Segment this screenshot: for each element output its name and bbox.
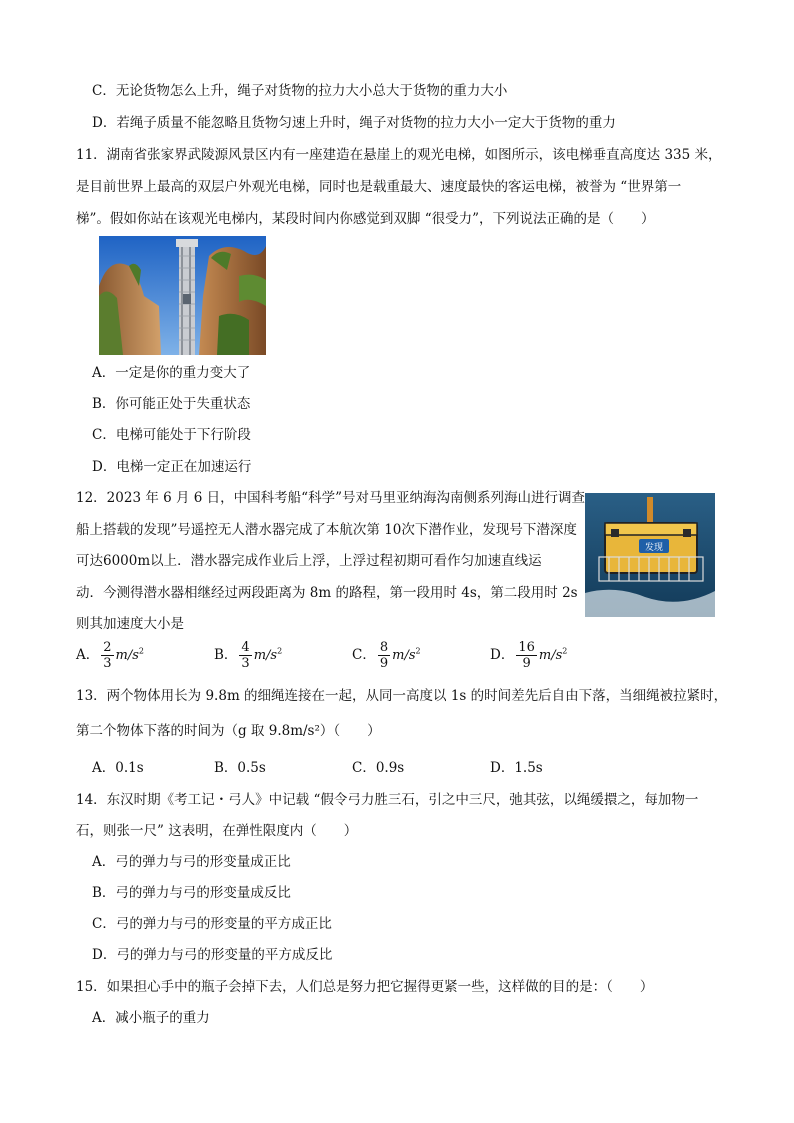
- q14-option-c: C．弓的弹力与弓的形变量的平方成正比: [92, 916, 332, 932]
- q12-option-b: B． $\frac{4}{3}$ $m/s^2$: [214, 640, 283, 671]
- q15-stem-line1: 15．如果担心手中的瓶子会掉下去，人们总是努力把它握得更紧一些，这样做的目的是：（ ）: [76, 979, 654, 995]
- q14-stem-line1: 14．东汉时期《考工记・弓人》中记载 “假令弓力胜三石，引之中三尺，弛其弦，以绳缓擐之，每加物一: [76, 792, 699, 808]
- q12-option-a: A． $\frac{2}{3}$ $m/s^2$: [76, 640, 145, 671]
- q12-stem-line5: 则其加速度大小是: [76, 616, 184, 632]
- q12-stem-line3: 可达6000m以上．潜水器完成作业后上浮，上浮过程初期可看作匀加速直线运: [76, 553, 542, 569]
- q12-option-c: C． $\frac{8}{9}$ $m/s^2$: [352, 640, 421, 671]
- q13-option-b: B．0.5s: [214, 760, 266, 776]
- q10-option-d: D．若绳子质量不能忽略且货物匀速上升时，绳子对货物的拉力大小一定大于货物的重力: [92, 115, 616, 131]
- q11-stem-line1: 11．湖南省张家界武陵源风景区内有一座建造在悬崖上的观光电梯，如图所示，该电梯垂直高度达 335 米，: [76, 147, 722, 163]
- q14-option-a: A．弓的弹力与弓的形变量成正比: [92, 854, 291, 870]
- q11-option-c: C．电梯可能处于下行阶段: [92, 427, 251, 443]
- q11-option-b: B．你可能正处于失重状态: [92, 396, 251, 412]
- q12-stem-line2: 船上搭载的发现”号遥控无人潜水器完成了本航次第 10次下潜作业，发现号下潜深度: [76, 522, 577, 538]
- q13-stem-line2: 第二个物体下落的时间为（g 取 9.8m/s²）（ ）: [76, 723, 381, 739]
- elevator-cliff-photo: [99, 236, 266, 355]
- q11-option-d: D．电梯一定正在加速运行: [92, 459, 252, 475]
- q13-option-c: C．0.9s: [352, 760, 405, 776]
- q13-stem-line1: 13．两个物体用长为 9.8m 的细绳连接在一起，从同一高度以 1s 的时间差先后自由下落，当细绳被拉紧时，: [76, 688, 728, 704]
- q12-stem-line1: 12．2023 年 6 月 6 日，中国科考船“科学”号对马里亚纳海沟南侧系列海山进行调查: [76, 490, 585, 506]
- q15-option-a: A．减小瓶子的重力: [92, 1010, 210, 1026]
- q11-stem-line2: 是目前世界上最高的双层户外观光电梯，同时也是载重最大、速度最快的客运电梯，被誉为 “世界第一: [76, 179, 682, 195]
- q14-option-b: B．弓的弹力与弓的形变量成反比: [92, 885, 291, 901]
- q11-option-a: A．一定是你的重力变大了: [92, 365, 251, 381]
- q13-option-a: A．0.1s: [92, 760, 144, 776]
- submersible-photo: [585, 493, 715, 617]
- q12-option-d: D． $\frac{16}{9}$ $m/s^2$: [490, 640, 568, 671]
- q10-option-c: C．无论货物怎么上升，绳子对货物的拉力大小总大于货物的重力大小: [92, 83, 508, 99]
- q12-stem-line4: 动．今测得潜水器相继经过两段距离为 8m 的路程，第一段用时 4s，第二段用时 2s: [76, 585, 578, 601]
- q13-option-d: D．1.5s: [490, 760, 543, 776]
- q11-stem-line3: 梯”。假如你站在该观光电梯内，某段时间内你感觉到双脚 “很受力”，下列说法正确的是（ ）: [76, 211, 655, 227]
- q14-stem-line2: 石，则张一尺” 这表明，在弹性限度内（ ）: [76, 823, 358, 839]
- submersible-name-label: 发现: [644, 543, 664, 553]
- q14-option-d: D．弓的弹力与弓的形变量的平方成反比: [92, 947, 333, 963]
